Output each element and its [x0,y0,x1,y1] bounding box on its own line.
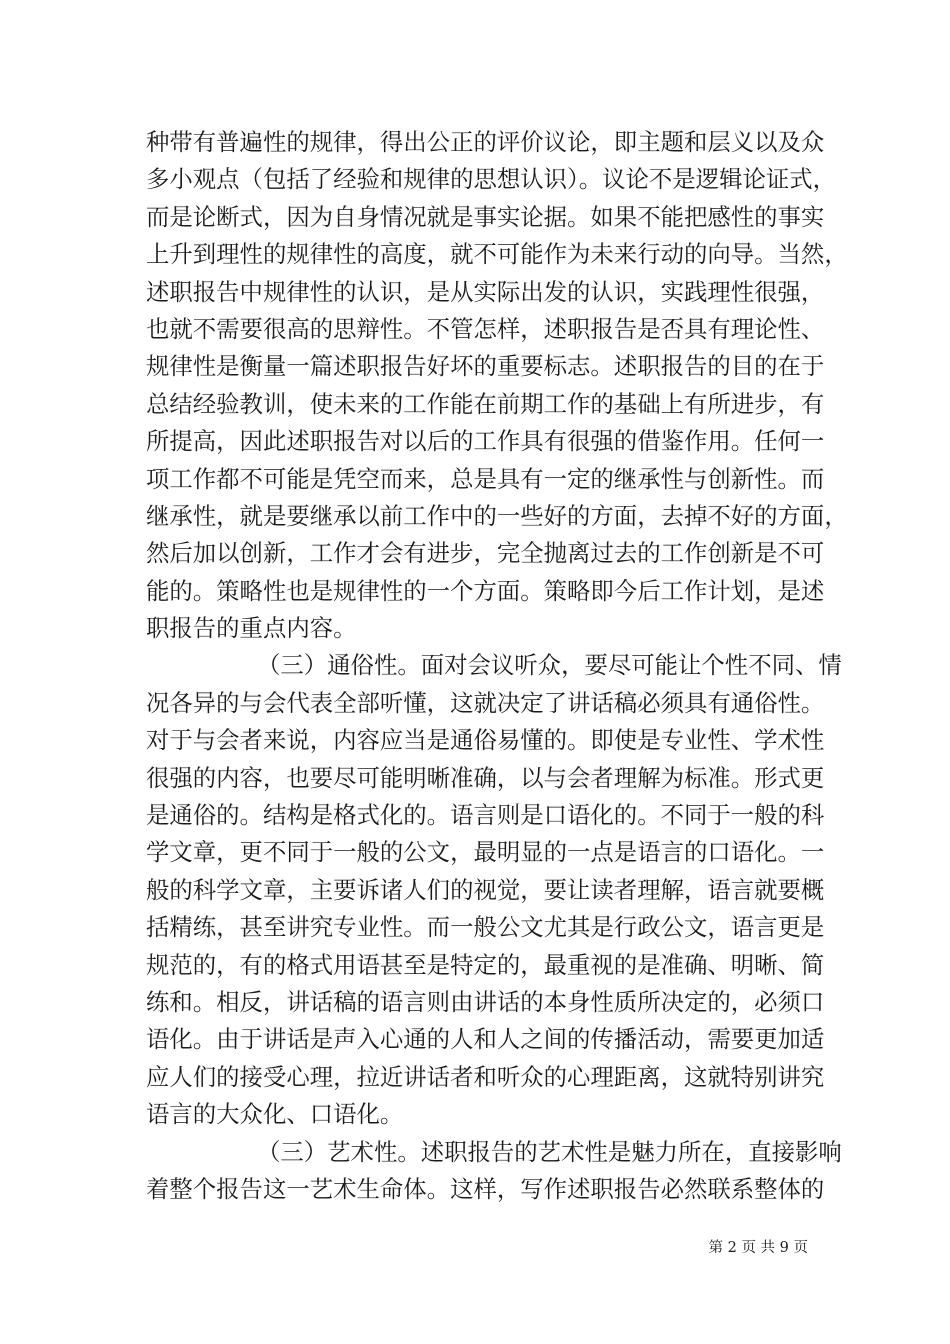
text-line: 练和。相反，讲话稿的语言则由讲话的本身性质所决定的，必须口 [146,987,825,1016]
page-number-footer: 第 2 页 共 9 页 [708,1240,808,1256]
text-line: 能的。策略性也是规律性的一个方面。策略即今后工作计划，是述 [146,576,825,605]
section-heading-line: （三）通俗性。面对会议听众，要尽可能让个性不同、情 [257,651,842,680]
text-line: 规律性是衡量一篇述职报告好坏的重要标志。述职报告的目的在于 [146,352,825,381]
text-line: 项工作都不可能是凭空而来，总是具有一定的继承性与创新性。而 [146,464,825,493]
text-line: 种带有普遍性的规律，得出公正的评价议论，即主题和层义以及众 [146,128,825,156]
document-body [146,124,848,1208]
text-line: 着整个报告这一艺术生命体。这样，写作述职报告必然联系整体的 [146,1174,825,1203]
section-heading-line: （三）艺术性。述职报告的艺术性是魅力所在，直接影响 [257,1137,842,1166]
text-line: 而是论断式，因为自身情况就是事实论据。如果不能把感性的事实 [146,202,825,231]
paragraph-end-line: 职报告的重点内容。 [146,614,357,643]
text-line: 也就不需要很高的思辩性。不管怎样，述职报告是否具有理论性、 [146,314,825,343]
paragraph-end-line: 语言的大众化、口语化。 [146,1100,404,1129]
text-line: 上升到理性的规律性的高度，就不可能作为未来行动的向导。当然， [146,240,848,269]
text-line: 语化。由于讲话是声入心通的人和人之间的传播活动，需要更加适 [146,1025,825,1054]
text-line: 很强的内容，也要尽可能明晰准确，以与会者理解为标准。形式更 [146,763,825,792]
text-line: 应人们的接受心理，拉近讲话者和听众的心理距离，这就特别讲究 [146,1062,825,1091]
text-line: 多小观点（包括了经验和规律的思想认识）。议论不是逻辑论证式， [146,165,837,194]
text-line: 是通俗的。结构是格式化的。语言则是口语化的。不同于一般的科 [146,801,825,830]
text-line: 述职报告中规律性的认识，是从实际出发的认识，实践理性很强， [146,277,825,306]
text-line: 规范的，有的格式用语甚至是特定的，最重视的是准确、明晰、简 [146,950,825,979]
text-line: 况各异的与会代表全部听懂，这就决定了讲话稿必须具有通俗性。 [146,688,825,717]
text-line: 对于与会者来说，内容应当是通俗易懂的。即使是专业性、学术性 [146,726,825,755]
text-line: 般的科学文章，主要诉诸人们的视觉，要让读者理解，语言就要概 [146,875,825,904]
text-line: 总结经验教训，使未来的工作能在前期工作的基础上有所进步，有 [146,389,825,418]
text-line: 括精练，甚至讲究专业性。而一般公文尤其是行政公文，语言更是 [146,913,825,942]
text-line: 然后加以创新，工作才会有进步，完全抛离过去的工作创新是不可 [146,539,825,568]
text-line: 继承性，就是要继承以前工作中的一些好的方面，去掉不好的方面， [146,501,848,530]
text-line: 学文章，更不同于一般的公文，最明显的一点是语言的口语化。一 [146,838,825,867]
text-line: 所提高，因此述职报告对以后的工作具有很强的借鉴作用。任何一 [146,427,825,456]
